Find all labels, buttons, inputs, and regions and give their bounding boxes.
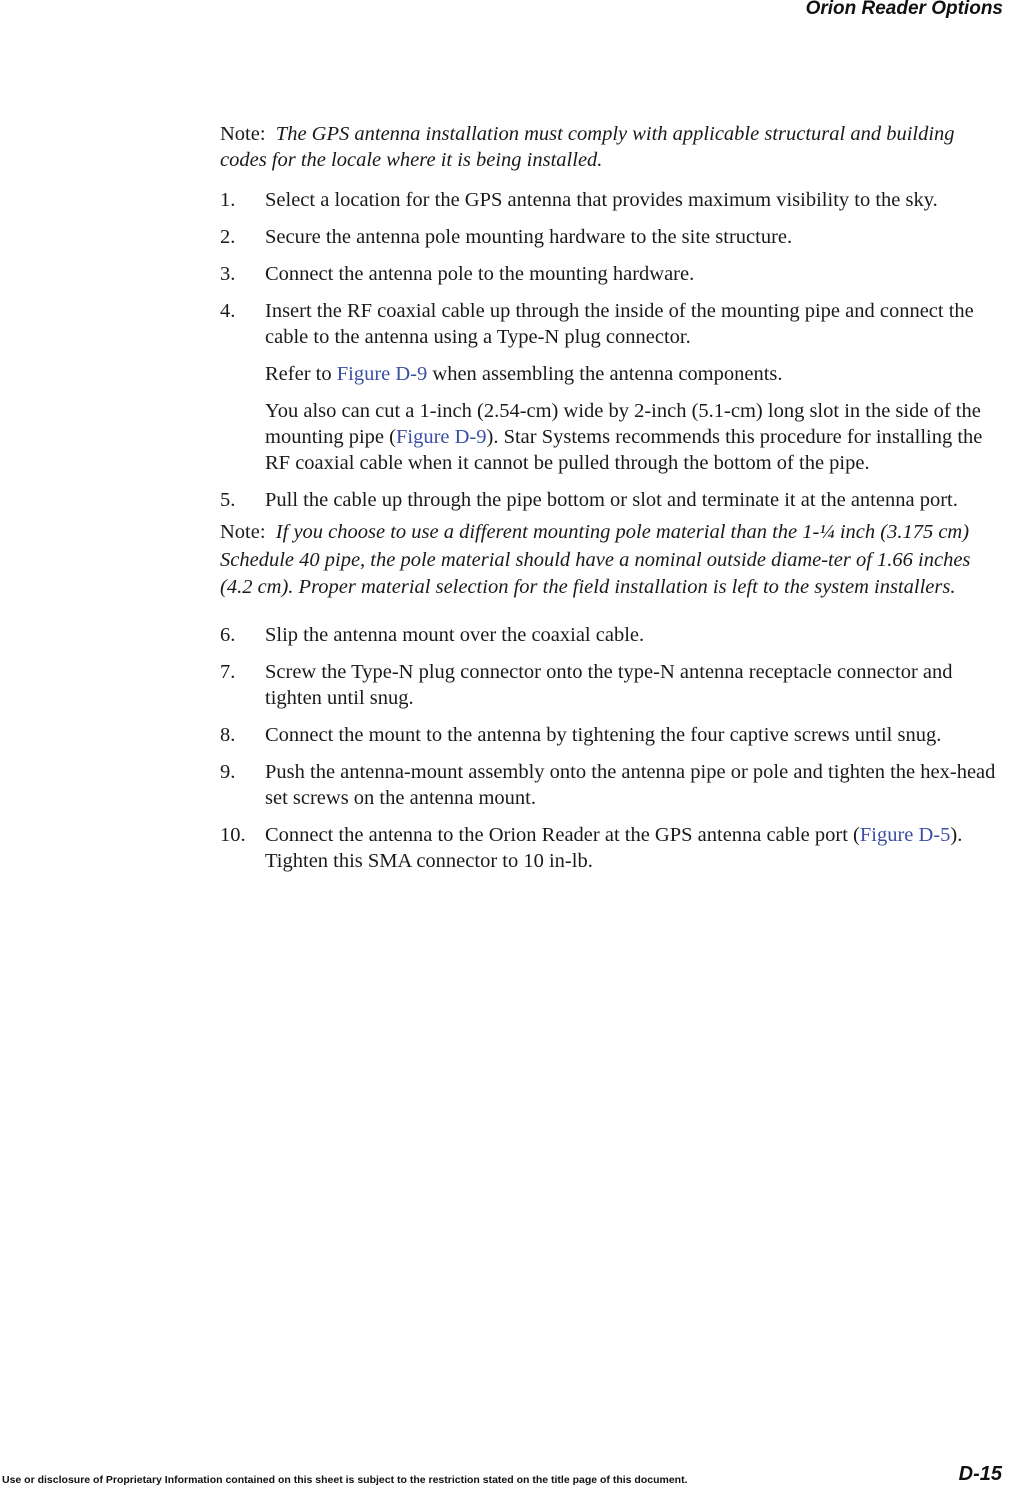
refer-text: Refer to	[265, 363, 337, 385]
step-text: Connect the antenna to the Orion Reader at the GPS antenna cable port (	[265, 823, 860, 846]
step-number: 9.	[220, 760, 236, 783]
list-item	[220, 487, 1005, 513]
step-text: Connect the mount to the antenna by tightening the four captive screws until snug.	[265, 723, 942, 746]
slot-text-end: ). Star Systems recommends this procedure for installing the RF coaxial cable when it cannot be pulled through the bottom of the pipe.	[265, 426, 983, 474]
step-text: Secure the antenna pole mounting hardware to the site structure.	[265, 226, 793, 248]
step-number: 2.	[220, 226, 236, 248]
note-text: The GPS antenna installation must comply with applicable structural and building codes for the locale where it is being installed.	[220, 123, 955, 171]
install-steps-list	[220, 187, 1005, 350]
figure-d5-link[interactable]: Figure D-5	[859, 823, 951, 846]
note-label: Note:	[220, 521, 266, 543]
step-number: 5.	[220, 489, 236, 511]
list-item	[220, 659, 1005, 711]
list-item	[220, 224, 1005, 250]
install-steps-list-final	[220, 622, 1005, 874]
note-text: If you choose to use a different mounting pole material than the 1-¼ inch (3.175 cm) Schedule 40 pipe, the pole material should have a nominal outside diame-ter of 1.66 inches (4.2 cm). Proper material selection for the field installation is left to the system installers.	[220, 521, 971, 598]
step-text: Pull the cable up through the pipe bottom or slot and terminate it at the antenna port.	[265, 489, 958, 511]
step-text: Insert the RF coaxial cable up through the inside of the mounting pipe and connect the cable to the antenna using a Type-N plug connector.	[265, 300, 974, 348]
step-number: 10.	[220, 823, 246, 846]
list-item	[220, 722, 1005, 748]
list-item	[220, 622, 1005, 648]
slot-text: You also can cut a 1-inch (2.54-cm) wide by 2-inch (5.1-cm) long slot in the side of the mounting pipe (	[265, 400, 981, 448]
install-steps-list-cont	[220, 487, 1005, 513]
figure-d9-link[interactable]: Figure D-9	[395, 426, 487, 448]
step-number: 8.	[220, 723, 236, 746]
main-content	[220, 121, 1005, 885]
step4-refer-paragraph	[220, 361, 1005, 387]
list-item	[220, 298, 1005, 350]
step-number: 6.	[220, 623, 236, 646]
step-number: 7.	[220, 660, 236, 683]
list-item	[220, 759, 1005, 811]
list-item	[220, 822, 1005, 874]
step-text: Connect the antenna pole to the mounting hardware.	[265, 263, 695, 285]
step-text: Screw the Type-N plug connector onto the type-N antenna receptacle connector and tighten until snug.	[265, 660, 953, 709]
list-item	[220, 187, 1005, 213]
step-text: Select a location for the GPS antenna that provides maximum visibility to the sky.	[265, 189, 938, 211]
step-number: 1.	[220, 189, 236, 211]
step-text: Slip the antenna mount over the coaxial cable.	[265, 623, 645, 646]
step-number: 3.	[220, 263, 236, 285]
page-number: D-15	[958, 1463, 1002, 1485]
refer-text-end: when assembling the antenna components.	[427, 363, 783, 385]
step-text-end: ). Tighten this SMA connector to 10 in-lb.	[265, 823, 963, 872]
note-gps-compliance	[220, 121, 1005, 173]
proprietary-notice: Use or disclosure of Proprietary Information contained on this sheet is subject to the restriction stated on the title page of this document.	[2, 1474, 688, 1486]
running-header: Orion Reader Options	[805, 0, 1003, 19]
step4-slot-paragraph	[220, 398, 1005, 476]
list-item	[220, 261, 1005, 287]
note-pole-material	[220, 519, 1005, 602]
step-number: 4.	[220, 300, 236, 322]
note-label: Note:	[220, 123, 266, 145]
step-text: Push the antenna-mount assembly onto the antenna pipe or pole and tighten the hex-head set screws on the antenna mount.	[265, 760, 996, 809]
figure-d9-link[interactable]: Figure D-9	[336, 363, 428, 385]
